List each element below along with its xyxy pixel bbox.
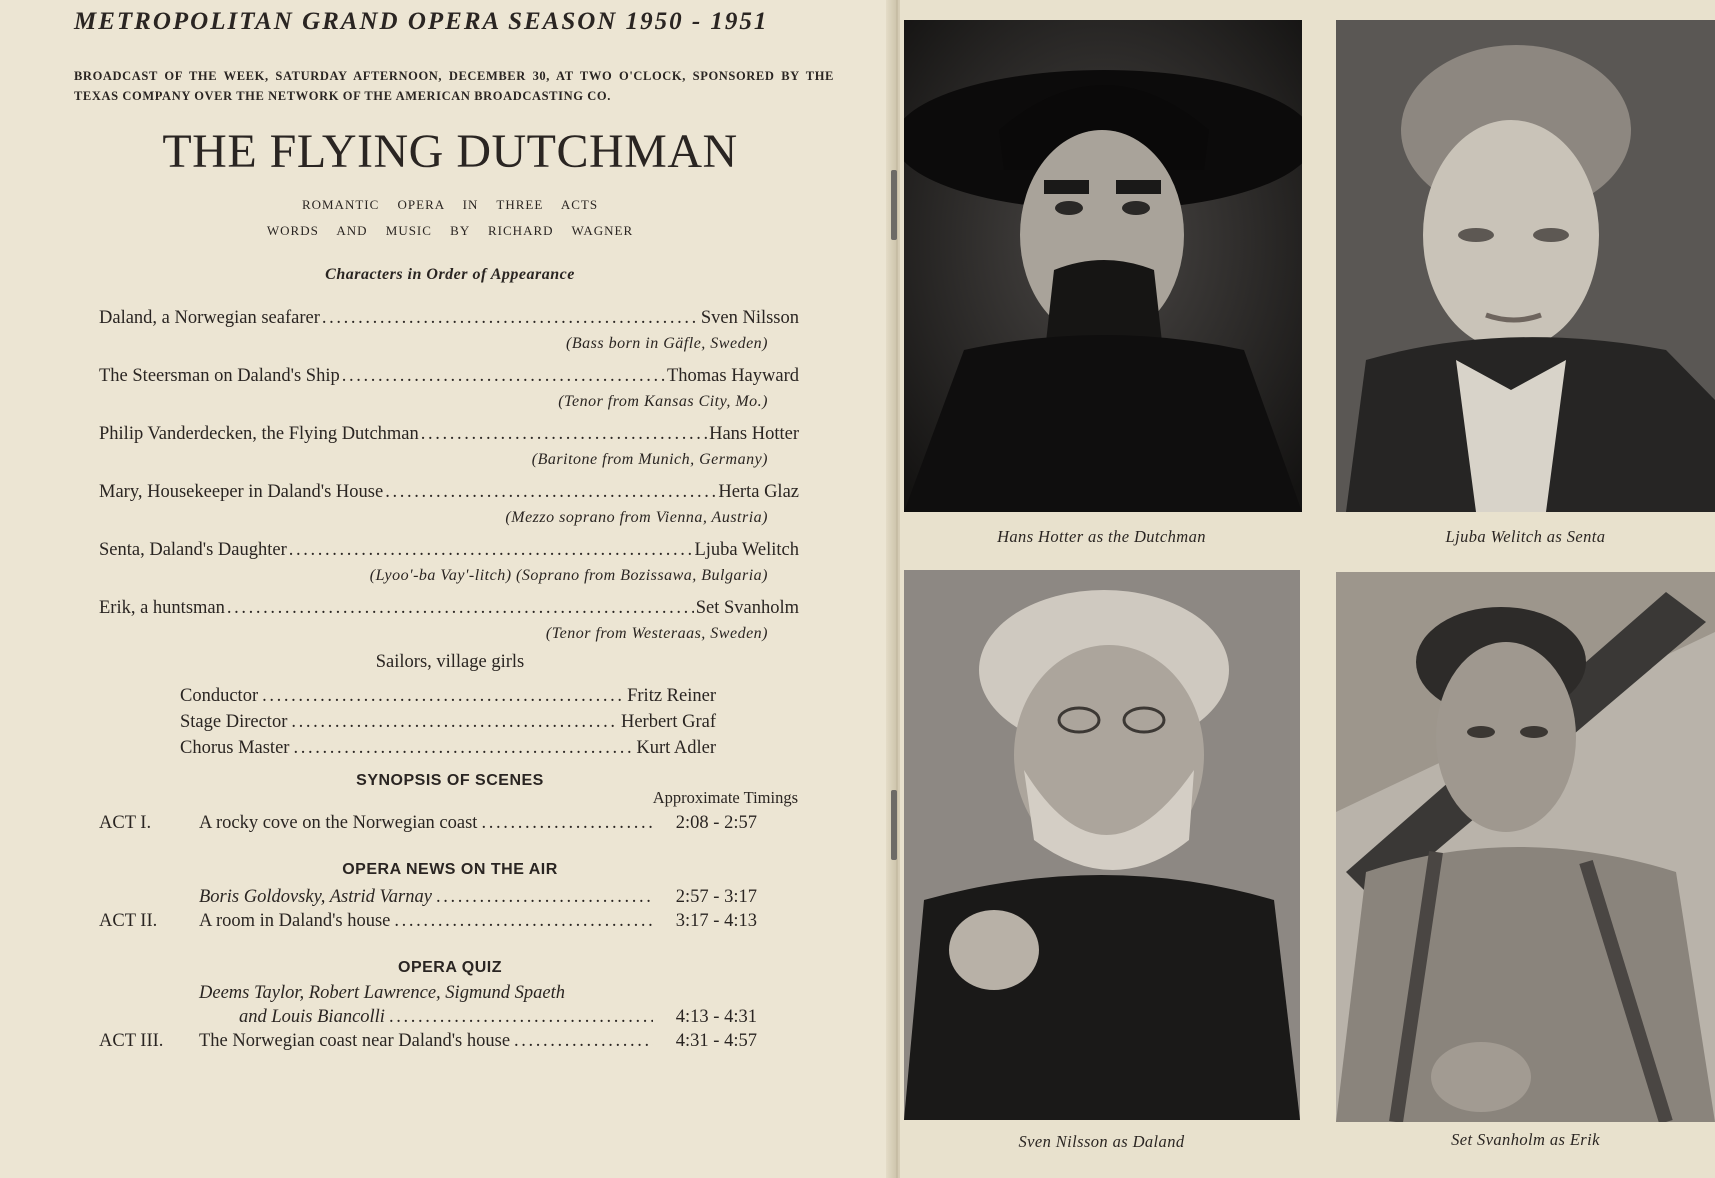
scene-description: A room in Daland's house	[199, 911, 391, 931]
singer-note: (Mezzo soprano from Vienna, Austria)	[505, 509, 768, 526]
singer-note: (Baritone from Munich, Germany)	[531, 451, 768, 468]
photo-caption: Sven Nilsson as Daland	[1018, 1132, 1185, 1151]
leader-dots	[514, 1031, 653, 1052]
intermission-heading: OPERA NEWS ON THE AIR	[342, 861, 558, 878]
leader-dots	[262, 686, 623, 707]
portrait-dutchman-image	[904, 20, 1302, 512]
scene-timing: 2:57 - 3:17	[675, 887, 757, 907]
chorus-line: Sailors, village girls	[375, 652, 525, 672]
quiz-panel-cont: and Louis Biancolli	[239, 1007, 385, 1027]
leader-dots	[481, 813, 653, 834]
staff-name: Herbert Graf	[620, 712, 716, 732]
staff-row	[180, 738, 716, 759]
leader-dots	[293, 738, 632, 759]
opera-credits: WORDS AND MUSIC BY RICHARD WAGNER	[266, 223, 634, 238]
cast-row	[99, 366, 799, 387]
staff-title: Chorus Master	[180, 738, 290, 758]
broadcast-info: BROADCAST OF THE WEEK, SATURDAY AFTERNOON, DECEMBER 30, AT TWO O'CLOCK, SPONSORED BY THE TEXAS COMPANY OVER THE NETWORK OF THE AMERICAN BROADCASTING CO.	[74, 69, 834, 103]
scene-timing: 3:17 - 4:13	[675, 911, 757, 931]
leader-dots	[421, 424, 707, 445]
program-right-page	[900, 0, 1715, 1178]
quiz-row	[99, 1007, 757, 1028]
staff-row	[180, 686, 716, 707]
singer-name: Hans Hotter	[709, 424, 799, 444]
scene-row	[99, 911, 757, 932]
staff-row	[180, 712, 716, 733]
timings-label: Approximate Timings	[652, 788, 798, 807]
act-label: ACT I.	[99, 813, 152, 833]
photo-caption: Hans Hotter as the Dutchman	[997, 527, 1206, 546]
leader-dots	[289, 540, 693, 561]
leader-dots	[394, 911, 653, 932]
characters-heading: Characters in Order of Appearance	[325, 266, 575, 283]
staff-title: Stage Director	[180, 712, 288, 732]
singer-name: Sven Nilsson	[700, 308, 799, 328]
leader-dots	[436, 887, 653, 908]
portrait-senta-image	[1336, 20, 1715, 512]
scene-row	[99, 1031, 757, 1052]
role-name: Mary, Housekeeper in Daland's House	[99, 482, 384, 502]
cast-row	[99, 308, 799, 329]
scene-row	[99, 813, 757, 834]
photo-sven-nilsson	[904, 570, 1300, 1120]
singer-name: Herta Glaz	[718, 482, 799, 502]
portrait-erik-image	[1336, 572, 1715, 1122]
intermission-row	[99, 887, 757, 908]
scene-timing: 4:13 - 4:31	[675, 1007, 757, 1027]
photo-set-svanholm	[1336, 572, 1715, 1122]
role-name: Daland, a Norwegian seafarer	[99, 308, 320, 328]
staple	[891, 170, 897, 240]
opera-title: THE FLYING DUTCHMAN	[162, 125, 738, 178]
intermission-guests: Boris Goldovsky, Astrid Varnay	[199, 887, 432, 907]
quiz-panel: Deems Taylor, Robert Lawrence, Sigmund Spaeth	[199, 983, 566, 1003]
leader-dots	[291, 712, 617, 733]
scene-timing: 2:08 - 2:57	[675, 813, 757, 833]
photo-ljuba-welitch	[1336, 20, 1715, 512]
season-title: METROPOLITAN GRAND OPERA SEASON 1950 - 1951	[74, 8, 769, 35]
staple	[891, 790, 897, 860]
leader-dots	[385, 482, 716, 503]
singer-note: (Tenor from Westeraas, Sweden)	[545, 625, 768, 642]
scene-description: A rocky cove on the Norwegian coast	[199, 813, 478, 833]
act-label: ACT III.	[99, 1031, 164, 1051]
role-name: Erik, a huntsman	[99, 598, 225, 618]
singer-name: Ljuba Welitch	[694, 540, 799, 560]
singer-name: Thomas Hayward	[666, 366, 799, 386]
cast-row	[99, 424, 799, 445]
singer-name: Set Svanholm	[695, 598, 799, 618]
quiz-heading: OPERA QUIZ	[398, 959, 502, 976]
singer-note: (Bass born in Gäfle, Sweden)	[566, 335, 768, 352]
act-label: ACT II.	[99, 911, 158, 931]
leader-dots	[389, 1007, 653, 1028]
cast-row	[99, 540, 799, 561]
cast-row	[99, 482, 799, 503]
opera-subtitle: ROMANTIC OPERA IN THREE ACTS	[301, 197, 599, 212]
singer-note: (Tenor from Kansas City, Mo.)	[558, 393, 768, 410]
staff-name: Kurt Adler	[636, 738, 716, 758]
photo-hans-hotter	[904, 20, 1302, 512]
cast-row	[99, 598, 799, 619]
role-name: Senta, Daland's Daughter	[99, 540, 287, 560]
photo-caption: Ljuba Welitch as Senta	[1445, 527, 1606, 546]
photo-caption: Set Svanholm as Erik	[1451, 1130, 1600, 1149]
scene-description: The Norwegian coast near Daland's house	[199, 1031, 511, 1051]
scene-timing: 4:31 - 4:57	[675, 1031, 757, 1051]
leader-dots	[227, 598, 694, 619]
singer-note: (Lyoo'-ba Vay'-litch) (Soprano from Bozissawa, Bulgaria)	[369, 567, 768, 584]
staff-title: Conductor	[180, 686, 259, 706]
leader-dots	[342, 366, 665, 387]
portrait-daland-image	[904, 570, 1300, 1120]
leader-dots	[322, 308, 699, 329]
role-name: Philip Vanderdecken, the Flying Dutchman	[99, 424, 419, 444]
synopsis-heading: SYNOPSIS OF SCENES	[356, 772, 544, 789]
role-name: The Steersman on Daland's Ship	[99, 366, 340, 386]
staff-name: Fritz Reiner	[627, 686, 716, 706]
